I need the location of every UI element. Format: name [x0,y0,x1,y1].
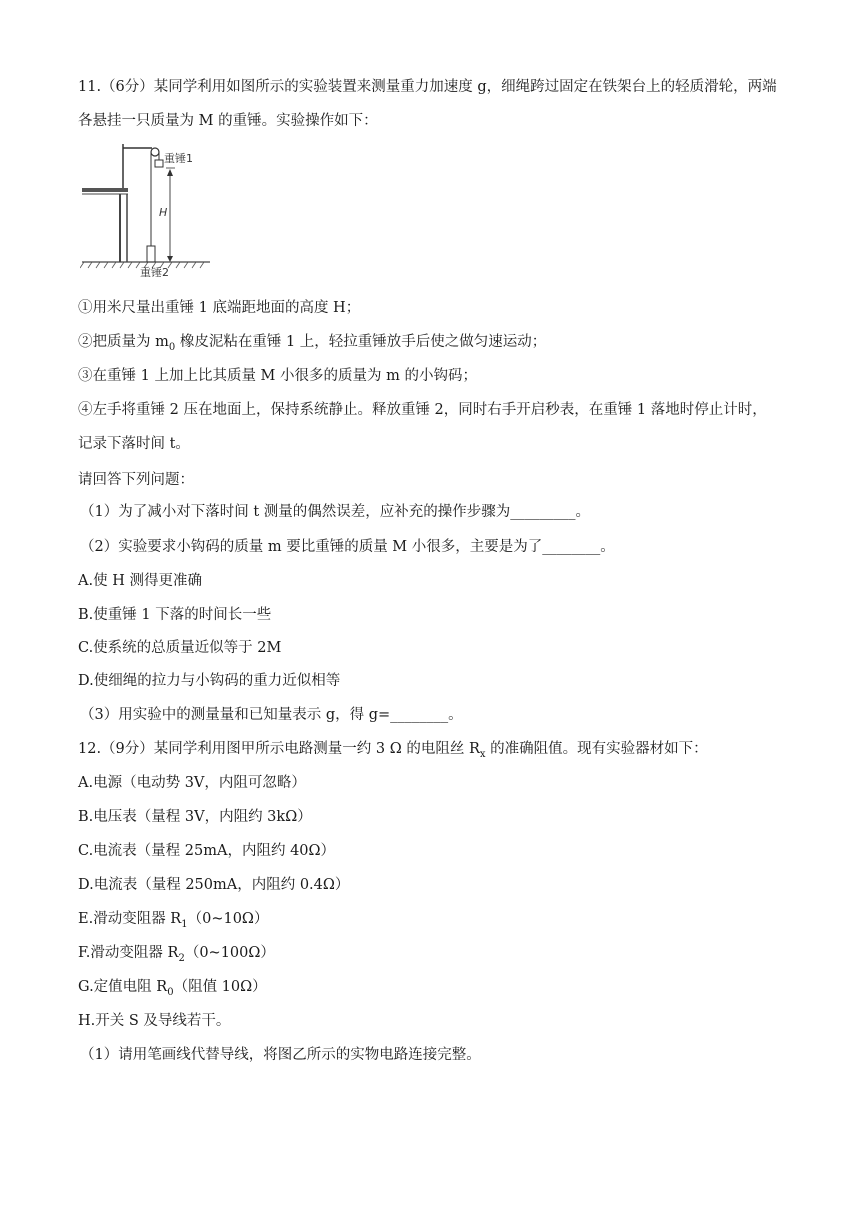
q11-intro: 11.（6分）某同学利用如图所示的实验装置来测量重力加速度 g，细绳跨过固定在铁架台上的轻质滑轮，两端各悬挂一只质量为 M 的重锤。实验操作如下： [78,79,777,129]
q11-step-1: ①用米尺量出重锤 1 底端距地面的高度 H； [78,300,361,316]
weight1-label: 重锤1 [164,152,193,165]
q11-option-a: A.使 H 测得更准确 [78,573,202,589]
pulley-apparatus-diagram [80,138,220,280]
q12-item-g: G.定值电阻 $R_0$（阻值 10Ω） [78,979,267,998]
q11-step-4: ④左手将重锤 2 压在地面上，保持系统静止。释放重锤 2，同时右手开启秒表，在重锤 1 落地时停止计时， [78,402,767,418]
q11-apparatus-figure [80,138,220,280]
q12-item-h: H.开关 S 及导线若干。 [78,1013,231,1029]
q12-item-a: A.电源（电动势 3V，内阻可忽略） [78,775,306,791]
weight2-label: 重锤2 [140,266,169,279]
q11-subq-1: （1）为了减小对下落时间 t 测量的偶然误差，应补充的操作步骤为_________。 [80,504,591,520]
q11-prompt: 请回答下列问题： [78,472,194,488]
q11-option-b: B.使重锤 1 下落的时间长一些 [78,607,272,623]
q11-step-3: ③在重锤 1 上加上比其质量 M 小很多的质量为 m 的小钩码； [78,368,477,384]
q12-item-d: D.电流表（量程 250mA，内阻约 0.4Ω） [78,877,350,893]
q11-step-2: ②把质量为 $m_0$ 橡皮泥粘在重锤 1 上，轻拉重锤放手后使之做匀速运动； [78,334,547,353]
q12-subq-1: （1）请用笔画线代替导线，将图乙所示的实物电路连接完整。 [80,1047,481,1063]
q11-step-4-cont: 记录下落时间 t。 [78,436,190,452]
q11-option-d: D.使细绳的拉力与小钩码的重力近似相等 [78,673,341,689]
q12-intro: 12.（9分）某同学利用图甲所示电路测量一约 3 Ω 的电阻丝 $R_x$ 的准确阻值。现有实验器材如下： [78,741,708,760]
q12-item-e: E.滑动变阻器 $R_1(0\sim 10\Omega)$ [78,911,269,930]
q12-item-b: B.电压表（量程 3V，内阻约 3kΩ） [78,809,312,825]
q12-item-c: C.电流表（量程 25mA，内阻约 40Ω） [78,843,336,859]
q12-item-f: F.滑动变阻器 $R_2(0\sim 100\Omega)$ [78,945,275,964]
q11-subq-2: （2）实验要求小钩码的质量 m 要比重锤的质量 M 小很多，主要是为了________。 [80,539,615,555]
q11-option-c: C.使系统的总质量近似等于 2M [78,640,282,656]
height-h-label: H [159,206,168,219]
q11-subq-3: （3）用实验中的测量量和已知量表示 g，得 g=________。 [80,707,463,723]
